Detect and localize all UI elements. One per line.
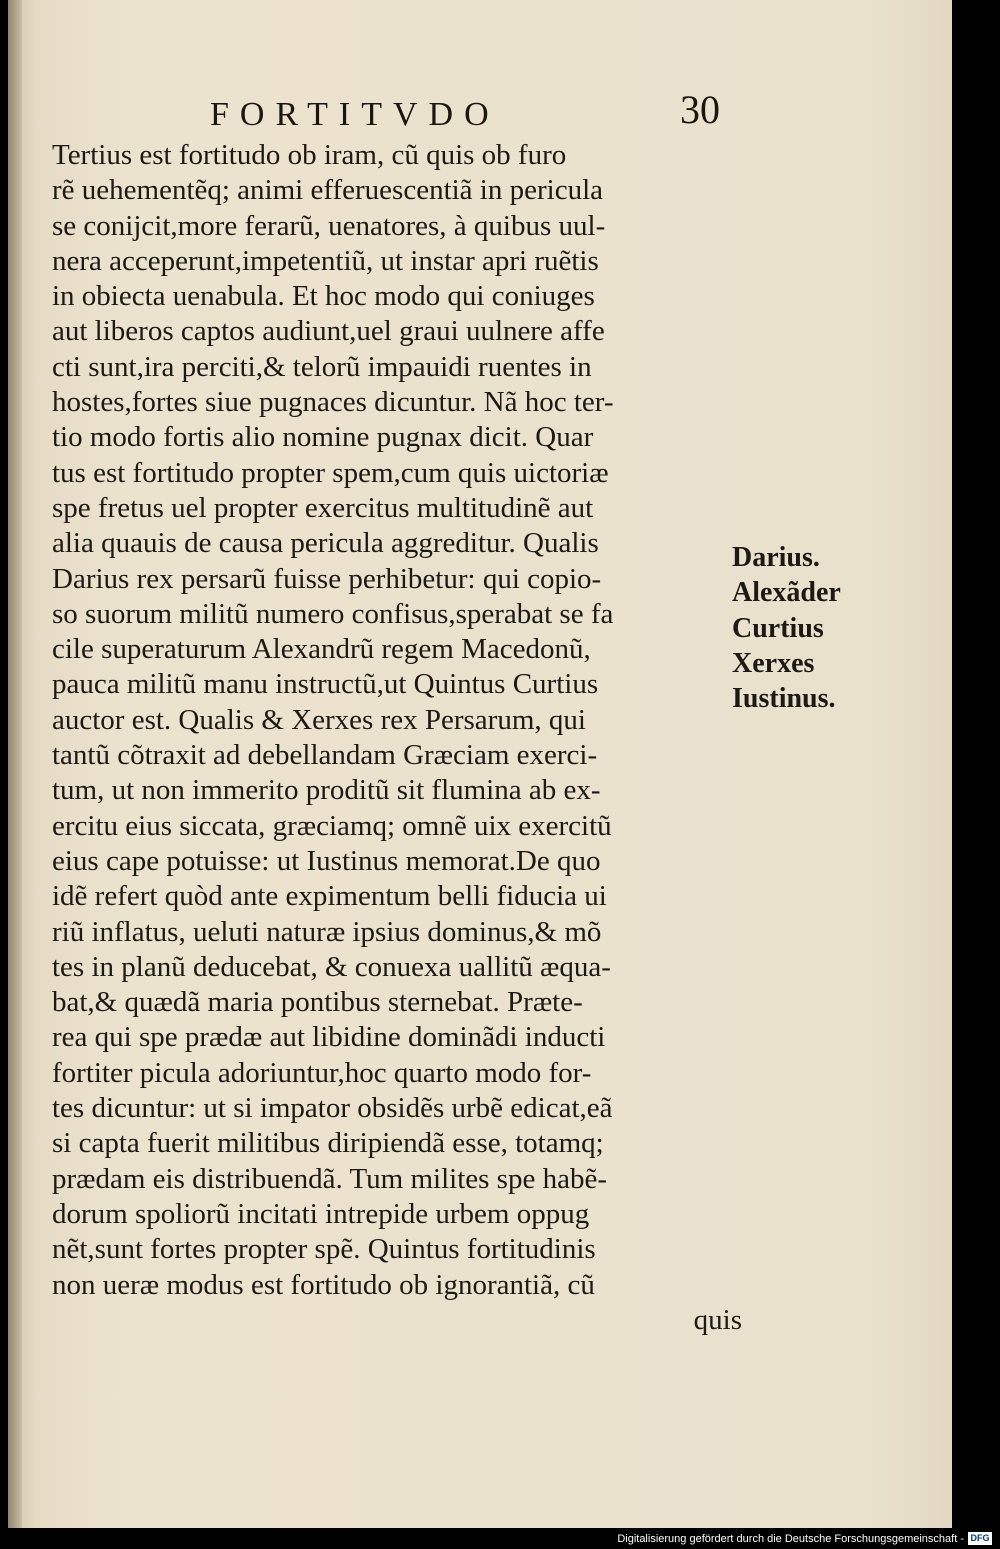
text-line: rẽ uehementẽq; animi efferuescentiã in pericula <box>52 174 603 207</box>
digitization-credit: Digitalisierung gefördert durch die Deutsche Forschungsgemeinschaft - <box>617 1533 964 1545</box>
text-line: cile superaturum Alexandrũ regem Macedonũ, <box>52 633 591 666</box>
text-line: hostes,fortes siue pugnaces dicuntur. Nã hoc ter- <box>52 386 614 419</box>
text-line: aut liberos captos audiunt,uel graui uulnere affe <box>52 315 605 348</box>
margin-note: Xerxes <box>732 647 815 679</box>
text-line: si capta fuerit militibus diripiendã esse, totamq; <box>52 1127 604 1160</box>
body-text <box>52 138 742 1338</box>
text-line: in obiecta uenabula. Et hoc modo qui coniuges <box>52 280 595 313</box>
margin-note: Iustinus. <box>732 683 836 715</box>
text-line: nera acceperunt,impetentiũ, ut instar apri ruẽtis <box>52 244 599 277</box>
text-line: ercitu eius siccata, græciamq; omnẽ uix exercitũ <box>52 809 612 842</box>
text-line: rea qui spe prædæ aut libidine dominãdi inducti <box>52 1021 606 1054</box>
text-line: idẽ refert quòd ante expimentum belli fiducia ui <box>52 880 607 913</box>
margin-note: Darius. <box>732 542 820 573</box>
dfg-logo: DFG <box>968 1532 992 1545</box>
text-line: tio modo fortis alio nomine pugnax dicit. Quar <box>52 421 594 454</box>
catchword: quis <box>693 1303 742 1336</box>
page-number: 30 <box>680 87 720 132</box>
running-head: FORTITVDO <box>210 96 500 133</box>
text-line: dorum spoliorũ incitati intrepide urbem oppug <box>52 1197 590 1230</box>
text-line: fortiter picula adoriuntur,hoc quarto modo for- <box>52 1056 592 1089</box>
text-line: spe fretus uel propter exercitus multitudinẽ aut <box>52 491 594 524</box>
margin-note: Curtius <box>732 612 824 644</box>
margin-notes <box>732 540 841 716</box>
page-gutter <box>8 0 22 1528</box>
text-line: tum, ut non immerito proditũ sit flumina ab ex- <box>52 774 601 807</box>
text-line: cti sunt,ira perciti,& telorũ impauidi ruentes in <box>52 350 592 383</box>
text-line: tantũ cõtraxit ad debellandam Græciam exerci- <box>52 739 598 772</box>
text-line: tus est fortitudo propter spem,cum quis uictoriæ <box>52 456 609 489</box>
text-line: pauca militũ manu instructũ,ut Quintus Curtius <box>52 668 599 701</box>
margin-note: Alexãder <box>732 577 841 609</box>
text-line: non ueræ modus est fortitudo ob ignorantiã, cũ <box>52 1268 595 1301</box>
text-line: riũ inflatus, ueluti naturæ ipsius dominus,& mõ <box>52 915 602 948</box>
text-line: Tertius est fortitudo ob iram, cũ quis ob furo <box>52 139 567 171</box>
text-line: prædam eis distribuendã. Tum milites spe habẽ- <box>52 1162 607 1195</box>
text-line: bat,& quædã maria pontibus sternebat. Præte- <box>52 986 583 1019</box>
text-line: auctor est. Qualis & Xerxes rex Persarum, qui <box>52 703 586 736</box>
text-line: Darius rex persarũ fuisse perhibetur: qui copio- <box>52 562 602 595</box>
text-line: tes in planũ deducebat, & conuexa uallitũ æqua- <box>52 950 611 983</box>
text-line: se conijcit,more ferarũ, uenatores, à quibus uul- <box>52 209 606 242</box>
text-line: nẽt,sunt fortes propter spẽ. Quintus fortitudinis <box>52 1233 596 1266</box>
text-line: eius cape potuisse: ut Iustinus memorat.De quo <box>52 844 601 877</box>
text-line: tes dicuntur: ut si impator obsidẽs urbẽ edicat,eã <box>52 1092 613 1125</box>
text-line: so suorum militũ numero confisus,sperabat se fa <box>52 597 614 630</box>
text-line: alia quauis de causa pericula aggreditur. Qualis <box>52 527 599 560</box>
